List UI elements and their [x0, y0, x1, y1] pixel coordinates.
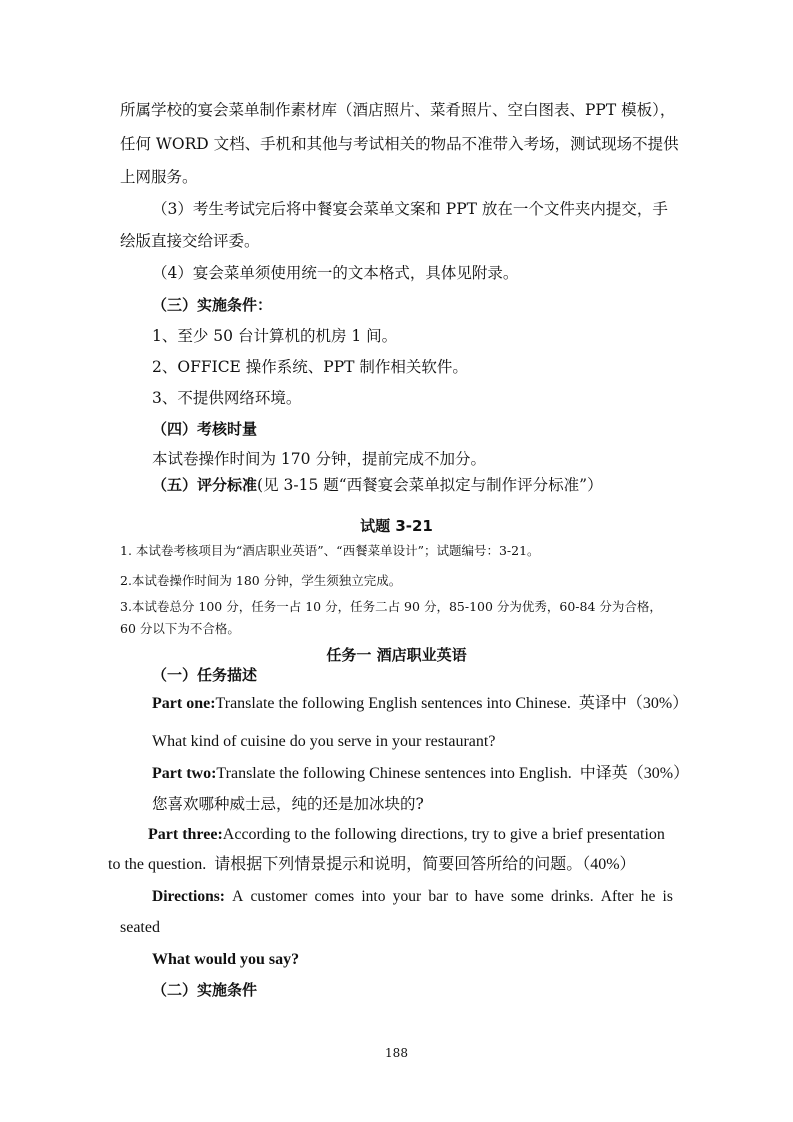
part-three-line	[148, 825, 665, 845]
paragraph-line: 任何 WORD 文档、手机和其他与考试相关的物品不准带入考场，测试现场不提供	[120, 135, 679, 153]
list-item: 2、OFFICE 操作系统、PPT 制作相关软件。	[152, 358, 468, 376]
directions-word: is	[662, 888, 673, 905]
section-heading: （五）评分标准	[152, 476, 258, 494]
scoring-reference: (见 3-15 题“西餐宴会菜单拟定与制作评分标准”）	[257, 476, 603, 494]
part-two-label: Part two:	[152, 765, 217, 782]
directions-word: customer	[250, 888, 308, 905]
part-two-weight: 中译英（30%）	[579, 765, 690, 782]
exam-note: 1. 本试卷考核项目为“酒店职业英语”、“西餐菜单设计”；试题编号：3-21。	[120, 543, 540, 558]
part-three-line-2	[108, 855, 636, 875]
paragraph-line: （4）宴会菜单须使用统一的文本格式，具体见附录。	[152, 264, 519, 282]
scoring-line	[152, 475, 603, 495]
page-number: 188	[385, 1046, 408, 1060]
section-heading: （二）实施条件	[152, 981, 258, 999]
part-one-instruction: Translate the following English sentences into Chinese.	[215, 695, 571, 712]
directions-word: bar	[428, 888, 449, 905]
exam-note: 60 分以下为不合格。	[120, 621, 240, 636]
part-two-sentence: 您喜欢哪种威士忌，纯的还是加冰块的?	[152, 795, 424, 813]
paragraph-line: 绘版直接交给评委。	[120, 232, 260, 250]
directions-line	[152, 887, 673, 907]
exam-title: 试题 3-21	[360, 517, 433, 535]
directions-line-2: seated	[120, 919, 160, 936]
directions-word: to	[455, 888, 468, 905]
part-three-instruction-cont: to the question.	[108, 856, 207, 873]
part-one-line	[152, 694, 688, 714]
directions-label: Directions:	[152, 888, 225, 905]
directions-word: he	[640, 888, 656, 905]
directions-word: After	[600, 888, 634, 905]
list-item: 1、至少 50 台计算机的机房 1 间。	[152, 327, 398, 345]
section-heading: （三）实施条件：	[152, 296, 273, 314]
directions-word: drinks.	[550, 888, 594, 905]
paragraph-line: 上网服务。	[120, 168, 198, 186]
paragraph-line: （3）考生考试完后将中餐宴会菜单文案和 PPT 放在一个文件夹内提交，手	[152, 200, 668, 218]
part-three-instruction: According to the following directions, try to give a brief presentation	[222, 826, 665, 843]
paragraph-line: 所属学校的宴会菜单制作素材库（酒店照片、菜肴照片、空白图表、PPT 模板），	[120, 101, 676, 119]
part-three-label: Part three:	[148, 826, 223, 843]
part-two-instruction: Translate the following Chinese sentences into English.	[216, 765, 572, 782]
task-title: 任务一 酒店职业英语	[326, 646, 467, 664]
directions-word: your	[392, 888, 422, 905]
directions-word: A	[232, 888, 244, 905]
part-two-line	[152, 764, 689, 784]
exam-note: 2.本试卷操作时间为 180 分钟，学生须独立完成。	[120, 573, 402, 588]
question-line: What would you say?	[152, 951, 300, 968]
part-one-weight: 英译中（30%）	[578, 695, 689, 712]
directions-word: some	[511, 888, 544, 905]
part-one-sentence: What kind of cuisine do you serve in your restaurant?	[152, 733, 496, 750]
directions-word: into	[361, 888, 386, 905]
exam-note: 3.本试卷总分 100 分，任务一占 10 分，任务二占 90 分，85-100 分为优秀，60-84 分为合格，	[120, 599, 662, 614]
paragraph-line: 本试卷操作时间为 170 分钟，提前完成不加分。	[152, 450, 486, 468]
section-heading: （四）考核时量	[152, 420, 258, 438]
list-item: 3、不提供网络环境。	[152, 389, 302, 407]
directions-word: comes	[314, 888, 355, 905]
part-one-label: Part one:	[152, 695, 216, 712]
part-three-weight: 请根据下列情景提示和说明，简要回答所给的问题。（40%）	[214, 856, 636, 873]
section-heading: （一）任务描述	[152, 666, 258, 684]
directions-word: have	[474, 888, 504, 905]
